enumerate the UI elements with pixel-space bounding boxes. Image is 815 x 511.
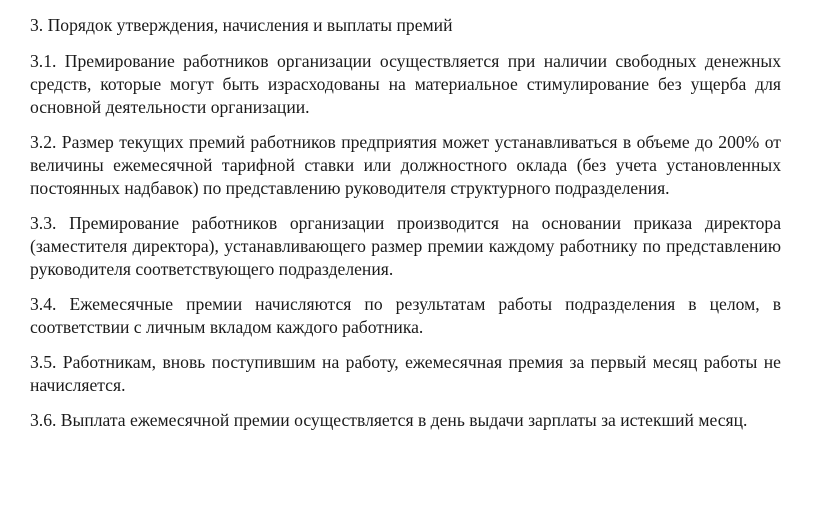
paragraph-3-3: 3.3. Премирование работников организации производится на основании приказа директора (заместителя директора), устанавливающего размер премии каждому работнику по представлению руководителя соответствующего подразделения. [30,213,781,279]
paragraph-3-4: 3.4. Ежемесячные премии начисляются по результатам работы подразделения в целом, в соответствии с личным вкладом каждого работника. [30,294,781,337]
section-heading: 3. Порядок утверждения, начисления и выплаты премий [30,15,453,35]
paragraph-3-5: 3.5. Работникам, вновь поступившим на работу, ежемесячная премия за первый месяц работы не начисляется. [30,352,781,395]
paragraph-3-2: 3.2. Размер текущих премий работников предприятия может устанавливаться в объеме до 200% от величины ежемесячной тарифной ставки или должностного оклада (без учета установленных постоянных надбавок) по представлению руководителя структурного подразделения. [30,132,781,198]
paragraph-3-6: 3.6. Выплата ежемесячной премии осуществляется в день выдачи зарплаты за истекший месяц. [30,410,748,430]
paragraph-3-1: 3.1. Премирование работников организации осуществляется при наличии свободных денежных средств, которые могут быть израсходованы на материальное стимулирование без ущерба для основной деятельности организации. [30,51,781,117]
